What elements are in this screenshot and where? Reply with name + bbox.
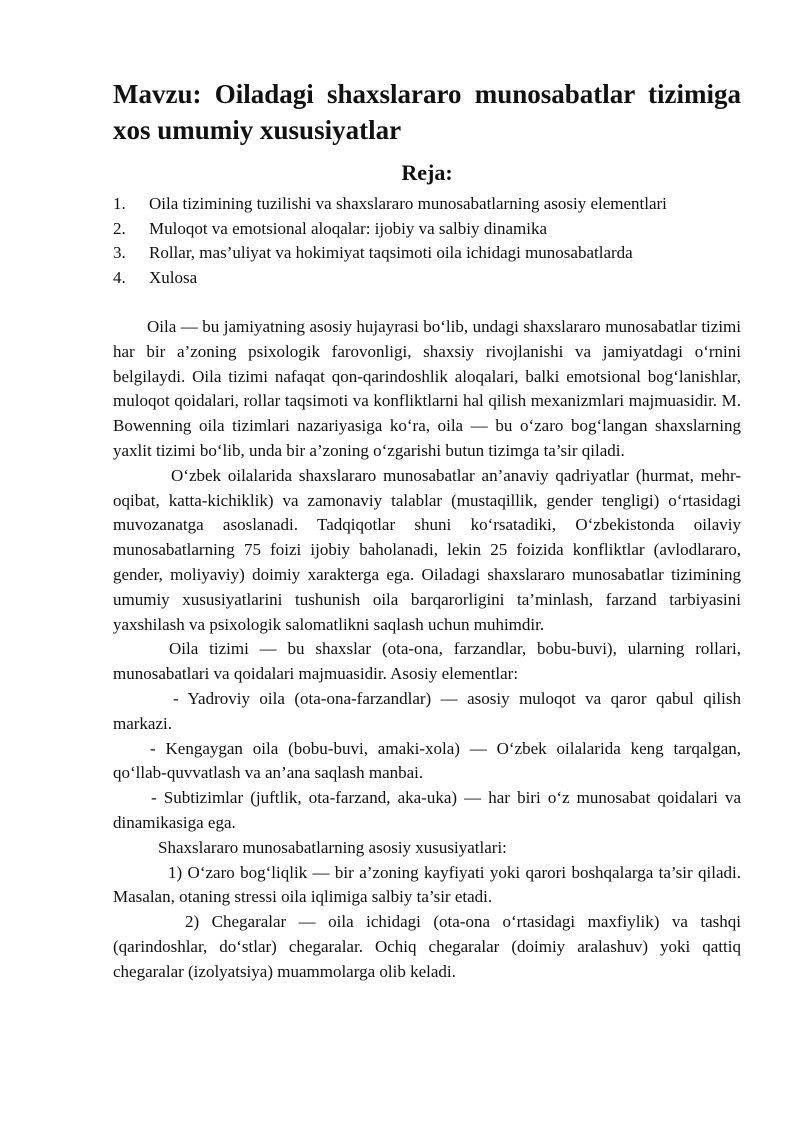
body-paragraph: Oila — bu jamiyatning asosiy hujayrasi bo‘lib, undagi shaxslararo munosabatlar tizimi har bir a’zoning psixologik farovonligi, shaxsiy rivojlanishi va jamiyatdagi o‘rnini belgilaydi. Oila tizimi nafaqat qon-qarindoshlik aloqalari, balki emotsional bog‘lanishlar, muloqot qoidalari, rollar taqsimoti va konfliktlarni hal qilish mexanizmlari majmuasidir. M. Bowenning oila tizimlari nazariyasiga ko‘ra, oila — bu o‘zaro bog‘langan shaxslarning yaxlit tizimi bo‘lib, unda bir a’zoning o‘zgarishi butun tizimga ta’sir qiladi. xyxy=(113,317,741,460)
list-item: - Kengaygan oila (bobu-buvi, amaki-xola) — O‘zbek oilalarida keng tarqalgan, qo‘llab-quvvatlash va an’ana saqlash manbai. xyxy=(113,738,741,783)
plan-list xyxy=(113,192,741,290)
plan-item-text: Oila tizimining tuzilishi va shaxslararo munosabatlarning asosiy elementlari xyxy=(149,194,667,213)
plan-item-number: 3. xyxy=(113,243,126,262)
body-paragraph: O‘zbek oilalarida shaxslararo munosabatlar an’anaviy qadriyatlar (hurmat, mehr-oqibat, katta-kichiklik) va zamonaviy talablar (mustaqillik, gender tengligi) o‘rtasidagi muvozanatga asoslanadi. Tadqiqotlar shuni ko‘rsatadiki, O‘zbekistonda oilaviy munosabatlarning 75 foizi ijobiy baholanadi, lekin 25 foizida konfliktlar (avlodlararo, gender, moliyaviy) doimiy xarakterga ega. Oiladagi shaxslararo munosabatlar tizimining umumiy xususiyatlarini tushunish oila barqarorligini ta’minlash, farzand tarbiyasini yaxshilash va psixologik salomatlikni saqlash uchun muhimdir. xyxy=(113,465,741,634)
document-title: Mavzu: Oiladagi shaxslararo munosabatlar tizimiga xos umumiy xususiyatlar xyxy=(113,79,741,145)
list-item: - Yadroviy oila (ota-ona-farzandlar) — asosiy muloqot va qaror qabul qilish markazi. xyxy=(113,688,741,733)
plan-item-text: Muloqot va emotsional aloqalar: ijobiy va salbiy dinamika xyxy=(149,218,548,238)
plan-item-number: 1. xyxy=(113,194,126,213)
body-paragraph: Oila tizimi — bu shaxslar (ota-ona, farzandlar, bobu-buvi), ularning rollari, munosabatlari va qoidalari majmuasidir. Asosiy elementlar: xyxy=(113,639,741,684)
list-item: - Subtizimlar (juftlik, ota-farzand, aka-uka) — har biri o‘z munosabat qoidalari va dinamikasiga ega. xyxy=(113,788,741,832)
plan-item xyxy=(113,217,741,242)
list-item: 2) Chegaralar — oila ichidagi (ota-ona o‘rtasidagi maxfiylik) va tashqi (qarindoshlar, do‘stlar) chegaralar. Ochiq chegaralar (doimiy aralashuv) yoki qattiq chegaralar (izolyatsiya) muammolarga olib keladi. xyxy=(113,912,741,981)
body-paragraph: Shaxslararo munosabatlarning asosiy xususiyatlari: xyxy=(158,837,507,857)
plan-item-number: 2. xyxy=(113,218,126,238)
list-item: 1) O‘zaro bog‘liqlik — bir a’zoning kayfiyati yoki qarori boshqalarga ta’sir qiladi. Masalan, otaning stressi oila iqlimiga salbiy ta’sir etadi. xyxy=(113,862,741,907)
plan-item-text: Rollar, mas’uliyat va hokimiyat taqsimoti oila ichidagi munosabatlarda xyxy=(149,243,633,262)
plan-item xyxy=(113,192,741,217)
plan-item-number: 4. xyxy=(113,267,126,287)
plan-item xyxy=(113,241,741,266)
document-page xyxy=(113,76,741,985)
plan-item xyxy=(113,266,741,291)
plan-item-text: Xulosa xyxy=(149,267,198,287)
document-body xyxy=(113,315,741,985)
plan-heading: Reja: xyxy=(401,160,453,185)
